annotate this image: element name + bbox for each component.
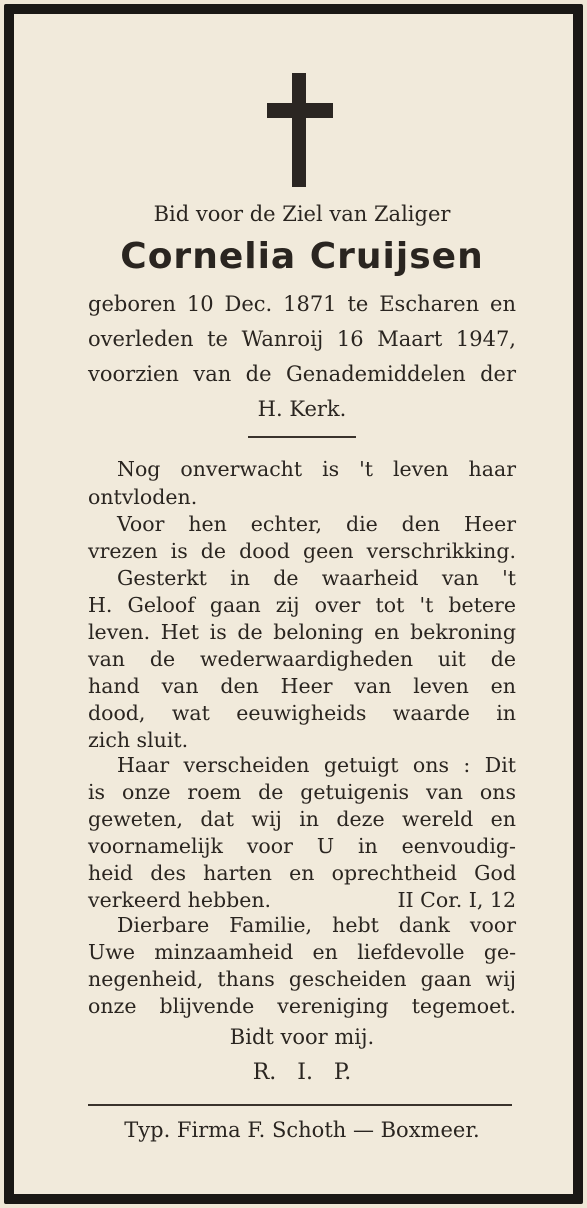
body-line: H. Geloof gaan zij over tot 't betere (88, 593, 516, 617)
body-line: zich sluit. (88, 728, 189, 752)
prayer-request: Bidt voor mij. (229, 1025, 375, 1049)
scripture-reference: II Cor. I, 12 (397, 888, 516, 912)
body-line: onze blijvende vereniging tegemoet. (88, 994, 516, 1018)
body-line: geweten, dat wij in deze wereld en (88, 807, 516, 831)
sacrament-line: voorzien van de Genademiddelen der (88, 362, 516, 386)
body-line: verkeerd hebben. (88, 888, 272, 912)
body-line: voornamelijk voor U in eenvoudig- (88, 834, 516, 858)
divider-short (248, 436, 356, 438)
body-line: leven. Het is de beloning en bekroning (88, 620, 516, 644)
body-line: Gesterkt in de waarheid van 't (117, 566, 516, 590)
body-line: hand van den Heer van leven en (88, 674, 516, 698)
printer-credit: Typ. Firma F. Schoth — Boxmeer. (124, 1118, 480, 1142)
body-line: Haar verscheiden getuigt ons : Dit (117, 753, 516, 777)
body-line: vrezen is de dood geen verschrikking. (88, 539, 516, 563)
birth-line: geboren 10 Dec. 1871 te Escharen en (88, 292, 516, 316)
body-line: negenheid, thans gescheiden gaan wij (88, 967, 516, 991)
body-line: dood, wat eeuwigheids waarde in (88, 701, 516, 725)
body-line: ontvloden. (88, 485, 198, 509)
body-line: Dierbare Familie, hebt dank voor (117, 913, 516, 937)
body-line: Nog onverwacht is 't leven haar (117, 457, 516, 481)
rip-line: R. I. P. (252, 1060, 352, 1085)
church-line: H. Kerk. (257, 397, 347, 421)
body-line: heid des harten en oprechtheid God (88, 861, 516, 885)
body-line: Uwe minzaamheid en liefdevolle ge- (88, 940, 516, 964)
body-line: is onze roem de getuigenis van ons (88, 780, 516, 804)
body-line: van de wederwaardigheden uit de (88, 647, 516, 671)
divider-long (88, 1104, 512, 1106)
deceased-name: Cornelia Cruijsen (120, 236, 484, 277)
death-line: overleden te Wanroij 16 Maart 1947, (88, 327, 516, 351)
intro-line: Bid voor de Ziel van Zaliger (153, 202, 451, 226)
body-line: Voor hen echter, die den Heer (117, 512, 516, 536)
